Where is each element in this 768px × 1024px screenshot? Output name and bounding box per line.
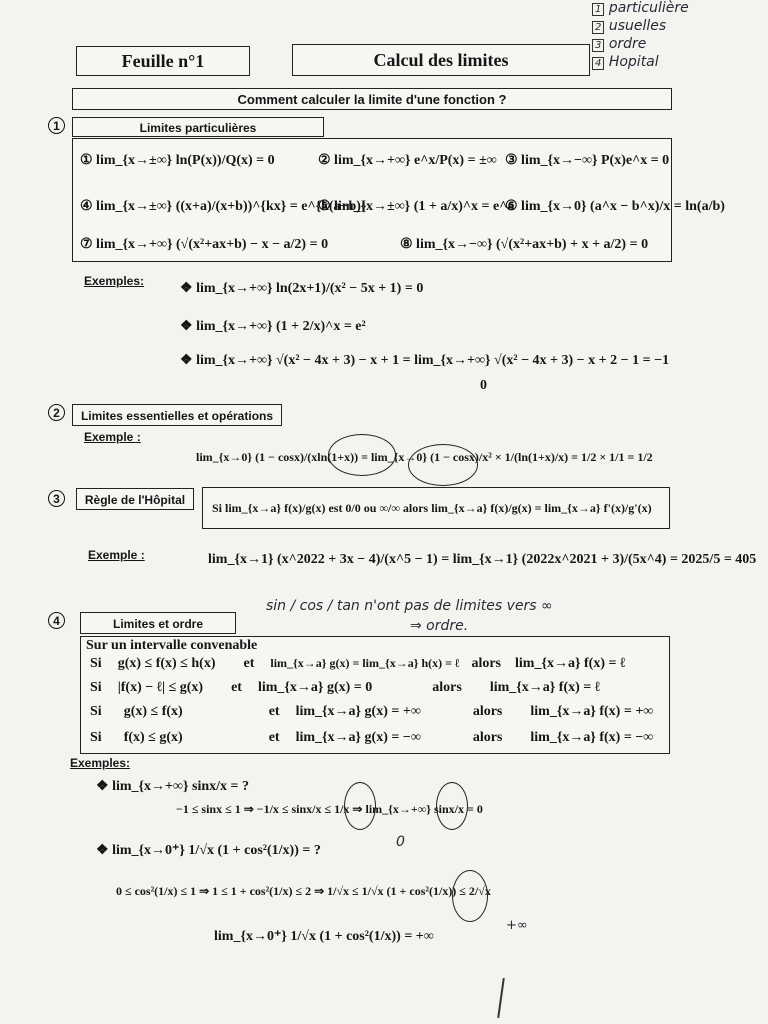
section-4-title: Limites et ordre <box>112 617 204 631</box>
formula-7: ⑦ lim_{x→+∞} (√(x²+ax+b) − x − a/2) = 0 <box>80 237 329 252</box>
handwritten-list <box>592 0 768 72</box>
bullet-icon: ❖ <box>180 319 197 334</box>
hopital-rule: Si lim_{x→a} f(x)/g(x) est 0/0 ou ∞/∞ alors lim_{x→a} f(x)/g(x) = lim_{x→a} f'(x)/g'(x) <box>212 501 652 515</box>
order-row-1: Si g(x) ≤ f(x) ≤ h(x) et lim_{x→a} g(x) = lim_{x→a} h(x) = ℓ alors lim_{x→a} f(x) = ℓ <box>90 656 626 671</box>
bullet-icon: ❖ <box>96 779 113 794</box>
example-4b-question: ❖ lim_{x→0⁺} 1/√x (1 + cos²(1/x)) = ? <box>96 843 321 858</box>
example-1b: ❖ lim_{x→+∞} (1 + 2/x)^x = e² <box>180 319 366 334</box>
question-heading: Comment calculer la limite d'une fonction ? <box>237 92 507 107</box>
section-3-number: 3 <box>48 490 65 507</box>
formula-8: ⑧ lim_{x→−∞} (√(x²+ax+b) + x + a/2) = 0 <box>400 237 649 252</box>
section-1-number: 1 <box>48 117 65 134</box>
section-1-title: Limites particulières <box>139 121 257 135</box>
section-2-number: 2 <box>48 404 65 421</box>
example-1c: ❖ lim_{x→+∞} √(x² − 4x + 3) − x + 1 = lim_{x→+∞} √(x² − 4x + 3) − x + 2 − 1 = −1 <box>180 353 670 368</box>
formula-4: ④ lim_{x→±∞} ((x+a)/(x+b))^{kx} = e^{k(a−b)} <box>80 199 367 214</box>
formula-2: ② lim_{x→+∞} e^x/P(x) = ±∞ <box>318 153 497 168</box>
examples-label-1: Exemples: <box>84 274 145 288</box>
circle-annotation-2 <box>408 444 478 486</box>
pen-stroke <box>497 978 505 1018</box>
formula-5: ⑤ lim_{x→±∞} (1 + a/x)^x = e^a <box>318 199 515 214</box>
section-2-title: Limites essentielles et opérations <box>80 409 274 423</box>
section-4-title-box <box>80 612 236 634</box>
section-1-title-box <box>72 117 324 137</box>
handwritten-zero: 0 <box>396 834 405 850</box>
section-4-number: 4 <box>48 612 65 629</box>
order-row-4: Si f(x) ≤ g(x) et lim_{x→a} g(x) = −∞ alors lim_{x→a} f(x) = −∞ <box>90 730 654 745</box>
example-4b-result: lim_{x→0⁺} 1/√x (1 + cos²(1/x)) = +∞ <box>214 929 434 944</box>
section-3-title-box <box>76 488 194 510</box>
example-2: lim_{x→0} (1 − cosx)/(xln(1+x)) = lim_{x→0} (1 − cosx)/x² × 1/(ln(1+x)/x) = 1/2 × 1/1 = 1/2 <box>196 450 653 464</box>
handwritten-item-1: 1 particulière <box>592 0 768 18</box>
formula-1: ① lim_{x→±∞} ln(P(x))/Q(x) = 0 <box>80 153 275 168</box>
circle-annotation-5 <box>452 870 488 922</box>
handwritten-item-3: 3 ordre <box>592 36 768 54</box>
sheet-title-box <box>76 46 250 76</box>
handwritten-note-1: sin / cos / tan n'ont pas de limites vers ∞ <box>266 598 553 614</box>
order-row-3: Si g(x) ≤ f(x) et lim_{x→a} g(x) = +∞ alors lim_{x→a} f(x) = +∞ <box>90 704 654 719</box>
formula-6: ⑥ lim_{x→0} (a^x − b^x)/x = ln(a/b) <box>505 199 725 214</box>
handwritten-item-4: 4 Hopital <box>592 54 768 72</box>
handwritten-item-2: 2 usuelles <box>592 18 768 36</box>
example-label-3: Exemple : <box>88 548 145 562</box>
main-title-box <box>292 44 590 76</box>
handwritten-note-2: ⇒ ordre. <box>410 618 469 634</box>
circle-annotation-3 <box>344 782 376 830</box>
example-4a-steps: −1 ≤ sinx ≤ 1 ⇒ −1/x ≤ sinx/x ≤ 1/x ⇒ lim_{x→+∞} sinx/x = 0 <box>176 802 483 816</box>
question-box <box>72 88 672 110</box>
example-4b-steps: 0 ≤ cos²(1/x) ≤ 1 ⇒ 1 ≤ 1 + cos²(1/x) ≤ 2 ⇒ 1/√x ≤ 1/√x (1 + cos²(1/x)) ≤ 2/√x <box>116 884 491 898</box>
circle-annotation-1 <box>328 434 396 476</box>
sheet-title: Feuille n°1 <box>121 51 205 71</box>
example-3: lim_{x→1} (x^2022 + 3x − 4)/(x^5 − 1) = lim_{x→1} (2022x^2021 + 3)/(5x^4) = 2025/5 = 405 <box>208 552 757 567</box>
section-3-title: Règle de l'Hôpital <box>84 493 186 507</box>
example-1a: ❖ lim_{x→+∞} ln(2x+1)/(x² − 5x + 1) = 0 <box>180 281 424 296</box>
order-row-2: Si |f(x) − ℓ| ≤ g(x) et lim_{x→a} g(x) = 0 alors lim_{x→a} f(x) = ℓ <box>90 680 601 695</box>
bullet-icon: ❖ <box>180 281 197 296</box>
section-2-title-box <box>72 404 282 426</box>
handwritten-plus-infinity: +∞ <box>506 918 528 933</box>
example-label-2: Exemple : <box>84 430 141 444</box>
page-title: Calcul des limites <box>373 50 509 70</box>
order-box-title: Sur un intervalle convenable <box>86 638 258 653</box>
underbrace-value: 0 <box>480 378 487 393</box>
example-4a-question: ❖ lim_{x→+∞} sinx/x = ? <box>96 779 249 794</box>
formula-3: ③ lim_{x→−∞} P(x)e^x = 0 <box>505 153 670 168</box>
bullet-icon: ❖ <box>180 353 197 368</box>
bullet-icon: ❖ <box>96 843 113 858</box>
circle-annotation-4 <box>436 782 468 830</box>
examples-label-4: Exemples: <box>70 756 131 770</box>
